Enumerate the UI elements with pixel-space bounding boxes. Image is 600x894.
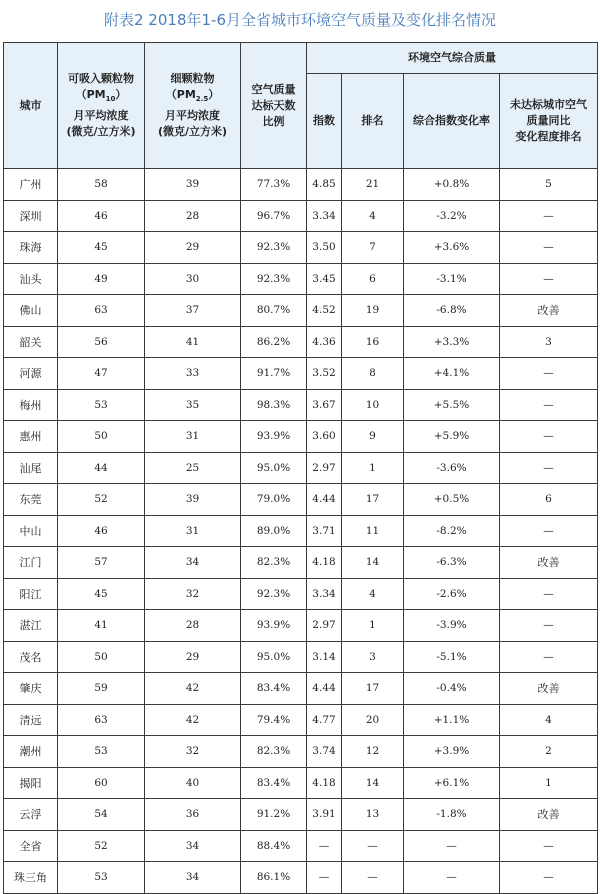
cell-pm25: 33 <box>145 358 241 390</box>
cell-index: 3.60 <box>307 421 342 453</box>
cell-unmet: 改善 <box>500 799 598 831</box>
cell-rate: 80.7% <box>241 295 307 327</box>
page-title: 附表2 2018年1-6月全省城市环境空气质量及变化排名情况 <box>104 11 496 29</box>
cell-rank: 20 <box>342 704 404 736</box>
cell-city: 全省 <box>4 830 58 862</box>
cell-change: -2.6% <box>404 578 500 610</box>
cell-rank: 3 <box>342 641 404 673</box>
cell-city: 云浮 <box>4 799 58 831</box>
table-row <box>4 704 598 736</box>
cell-city: 茂名 <box>4 641 58 673</box>
header-row <box>4 43 598 74</box>
table-body <box>4 169 598 894</box>
cell-pm25: 31 <box>145 421 241 453</box>
cell-rate: 92.3% <box>241 263 307 295</box>
cell-rank: 4 <box>342 200 404 232</box>
cell-unmet: 改善 <box>500 295 598 327</box>
table-row <box>4 547 598 579</box>
cell-index: 3.67 <box>307 389 342 421</box>
cell-rank: 17 <box>342 484 404 516</box>
cell-change: -3.9% <box>404 610 500 642</box>
cell-rate: 86.2% <box>241 326 307 358</box>
col-header-city: 城市 <box>4 43 58 169</box>
cell-pm10: 50 <box>58 421 145 453</box>
cell-pm10: 47 <box>58 358 145 390</box>
table-row <box>4 515 598 547</box>
cell-rank: 14 <box>342 547 404 579</box>
cell-rank: 10 <box>342 389 404 421</box>
cell-rank: 16 <box>342 326 404 358</box>
table-row <box>4 389 598 421</box>
table-row <box>4 736 598 768</box>
cell-pm25: 42 <box>145 704 241 736</box>
cell-rank: 13 <box>342 799 404 831</box>
cell-pm10: 63 <box>58 704 145 736</box>
cell-pm10: 58 <box>58 169 145 201</box>
cell-index: 3.34 <box>307 578 342 610</box>
table-row <box>4 484 598 516</box>
cell-rate: 89.0% <box>241 515 307 547</box>
cell-pm25: 32 <box>145 578 241 610</box>
cell-rank: 1 <box>342 452 404 484</box>
cell-rate: 88.4% <box>241 830 307 862</box>
cell-change: +4.1% <box>404 358 500 390</box>
cell-change: +0.5% <box>404 484 500 516</box>
cell-city: 阳江 <box>4 578 58 610</box>
cell-unmet: — <box>500 358 598 390</box>
cell-city: 东莞 <box>4 484 58 516</box>
cell-unmet: — <box>500 515 598 547</box>
cell-change: -6.8% <box>404 295 500 327</box>
cell-index: — <box>307 862 342 894</box>
col-header-change: 综合指数变化率 <box>404 74 500 169</box>
cell-unmet: 改善 <box>500 547 598 579</box>
cell-rank: 7 <box>342 232 404 264</box>
cell-pm10: 45 <box>58 232 145 264</box>
cell-pm25: 34 <box>145 547 241 579</box>
cell-index: 4.44 <box>307 484 342 516</box>
cell-pm25: 42 <box>145 673 241 705</box>
cell-pm10: 53 <box>58 389 145 421</box>
table-row <box>4 326 598 358</box>
cell-unmet: — <box>500 641 598 673</box>
cell-rank: 19 <box>342 295 404 327</box>
cell-city: 广州 <box>4 169 58 201</box>
cell-change: -3.6% <box>404 452 500 484</box>
cell-rate: 79.4% <box>241 704 307 736</box>
cell-change: -3.2% <box>404 200 500 232</box>
table-row <box>4 232 598 264</box>
cell-pm10: 45 <box>58 578 145 610</box>
cell-index: 3.91 <box>307 799 342 831</box>
cell-city: 江门 <box>4 547 58 579</box>
cell-unmet: 3 <box>500 326 598 358</box>
cell-city: 揭阳 <box>4 767 58 799</box>
col-header-unmet: 未达标城市空气 质量同比 变化程度排名 <box>500 74 598 169</box>
cell-change: -5.1% <box>404 641 500 673</box>
table-row <box>4 641 598 673</box>
cell-city: 清远 <box>4 704 58 736</box>
cell-pm10: 52 <box>58 830 145 862</box>
cell-unmet: — <box>500 830 598 862</box>
cell-index: 4.18 <box>307 767 342 799</box>
cell-rate: 79.0% <box>241 484 307 516</box>
cell-pm10: 56 <box>58 326 145 358</box>
cell-city: 惠州 <box>4 421 58 453</box>
cell-change: +0.8% <box>404 169 500 201</box>
cell-city: 佛山 <box>4 295 58 327</box>
table-row <box>4 200 598 232</box>
col-header-rank: 排名 <box>342 74 404 169</box>
cell-index: 3.52 <box>307 358 342 390</box>
table-row <box>4 263 598 295</box>
cell-change: — <box>404 862 500 894</box>
table-row <box>4 169 598 201</box>
cell-index: 4.77 <box>307 704 342 736</box>
cell-rate: 93.9% <box>241 610 307 642</box>
cell-unmet: — <box>500 421 598 453</box>
cell-rate: 95.0% <box>241 452 307 484</box>
cell-rank: 8 <box>342 358 404 390</box>
cell-city: 中山 <box>4 515 58 547</box>
cell-change: +1.1% <box>404 704 500 736</box>
cell-unmet: — <box>500 610 598 642</box>
cell-pm25: 34 <box>145 830 241 862</box>
cell-pm25: 29 <box>145 232 241 264</box>
cell-index: — <box>307 830 342 862</box>
cell-city: 深圳 <box>4 200 58 232</box>
cell-rate: 95.0% <box>241 641 307 673</box>
cell-unmet: — <box>500 389 598 421</box>
table-row <box>4 862 598 894</box>
cell-pm25: 35 <box>145 389 241 421</box>
cell-rank: 4 <box>342 578 404 610</box>
cell-city: 潮州 <box>4 736 58 768</box>
cell-pm25: 28 <box>145 610 241 642</box>
cell-city: 肇庆 <box>4 673 58 705</box>
cell-change: +3.3% <box>404 326 500 358</box>
cell-pm25: 31 <box>145 515 241 547</box>
table-row <box>4 767 598 799</box>
cell-rate: 98.3% <box>241 389 307 421</box>
cell-pm25: 29 <box>145 641 241 673</box>
table-row <box>4 358 598 390</box>
cell-rank: 11 <box>342 515 404 547</box>
cell-unmet: 1 <box>500 767 598 799</box>
table-row <box>4 673 598 705</box>
cell-unmet: — <box>500 200 598 232</box>
table-row <box>4 830 598 862</box>
cell-rate: 92.3% <box>241 232 307 264</box>
cell-pm10: 50 <box>58 641 145 673</box>
cell-rate: 82.3% <box>241 547 307 579</box>
cell-change: — <box>404 830 500 862</box>
cell-rate: 82.3% <box>241 736 307 768</box>
cell-rank: 17 <box>342 673 404 705</box>
cell-pm25: 37 <box>145 295 241 327</box>
cell-pm25: 39 <box>145 484 241 516</box>
col-header-index: 指数 <box>307 74 342 169</box>
cell-rate: 92.3% <box>241 578 307 610</box>
cell-index: 2.97 <box>307 452 342 484</box>
cell-rate: 86.1% <box>241 862 307 894</box>
cell-rate: 91.7% <box>241 358 307 390</box>
cell-rank: 12 <box>342 736 404 768</box>
cell-change: -1.8% <box>404 799 500 831</box>
cell-pm10: 60 <box>58 767 145 799</box>
cell-pm10: 46 <box>58 515 145 547</box>
col-header-pm25: 细颗粒物 $(PM_{2.5})$ 月平均浓度 (微克/立方米) <box>145 43 241 169</box>
cell-rank: 6 <box>342 263 404 295</box>
table-row <box>4 799 598 831</box>
cell-pm25: 28 <box>145 200 241 232</box>
cell-unmet: 4 <box>500 704 598 736</box>
cell-change: +3.6% <box>404 232 500 264</box>
cell-pm25: 36 <box>145 799 241 831</box>
cell-index: 4.18 <box>307 547 342 579</box>
cell-rank: 14 <box>342 767 404 799</box>
cell-change: -3.1% <box>404 263 500 295</box>
cell-rate: 83.4% <box>241 767 307 799</box>
cell-city: 汕头 <box>4 263 58 295</box>
cell-index: 4.36 <box>307 326 342 358</box>
cell-city: 河源 <box>4 358 58 390</box>
cell-pm25: 41 <box>145 326 241 358</box>
table-row <box>4 578 598 610</box>
cell-pm10: 52 <box>58 484 145 516</box>
table-row <box>4 452 598 484</box>
cell-city: 湛江 <box>4 610 58 642</box>
cell-rate: 91.2% <box>241 799 307 831</box>
cell-unmet: — <box>500 862 598 894</box>
cell-rate: 93.9% <box>241 421 307 453</box>
cell-pm10: 46 <box>58 200 145 232</box>
cell-unmet: — <box>500 263 598 295</box>
cell-pm10: 54 <box>58 799 145 831</box>
cell-unmet: 2 <box>500 736 598 768</box>
cell-rank: 1 <box>342 610 404 642</box>
cell-pm25: 32 <box>145 736 241 768</box>
cell-change: -0.4% <box>404 673 500 705</box>
col-header-group: 环境空气综合质量 <box>307 43 598 74</box>
cell-change: +6.1% <box>404 767 500 799</box>
cell-pm10: 53 <box>58 736 145 768</box>
cell-city: 韶关 <box>4 326 58 358</box>
cell-index: 2.97 <box>307 610 342 642</box>
cell-city: 梅州 <box>4 389 58 421</box>
cell-pm10: 53 <box>58 862 145 894</box>
cell-change: -6.3% <box>404 547 500 579</box>
table-row <box>4 295 598 327</box>
cell-rank: 9 <box>342 421 404 453</box>
cell-pm10: 59 <box>58 673 145 705</box>
cell-index: 3.45 <box>307 263 342 295</box>
cell-index: 3.50 <box>307 232 342 264</box>
cell-rate: 96.7% <box>241 200 307 232</box>
cell-pm25: 25 <box>145 452 241 484</box>
cell-unmet: — <box>500 452 598 484</box>
cell-rank: 21 <box>342 169 404 201</box>
cell-index: 3.34 <box>307 200 342 232</box>
cell-index: 4.85 <box>307 169 342 201</box>
cell-pm25: 30 <box>145 263 241 295</box>
cell-unmet: — <box>500 232 598 264</box>
cell-rank: — <box>342 830 404 862</box>
cell-rate: 83.4% <box>241 673 307 705</box>
table-row <box>4 610 598 642</box>
cell-index: 3.74 <box>307 736 342 768</box>
cell-city: 珠三角 <box>4 862 58 894</box>
cell-unmet: 6 <box>500 484 598 516</box>
cell-change: -8.2% <box>404 515 500 547</box>
air-quality-table <box>3 42 598 894</box>
cell-pm10: 44 <box>58 452 145 484</box>
cell-unmet: 5 <box>500 169 598 201</box>
cell-city: 珠海 <box>4 232 58 264</box>
cell-index: 4.44 <box>307 673 342 705</box>
cell-pm25: 39 <box>145 169 241 201</box>
cell-unmet: 改善 <box>500 673 598 705</box>
cell-rate: 77.3% <box>241 169 307 201</box>
cell-pm10: 57 <box>58 547 145 579</box>
cell-pm10: 41 <box>58 610 145 642</box>
cell-change: +5.5% <box>404 389 500 421</box>
cell-city: 汕尾 <box>4 452 58 484</box>
cell-unmet: — <box>500 578 598 610</box>
col-header-rate: 空气质量 达标天数 比例 <box>241 43 307 169</box>
cell-index: 4.52 <box>307 295 342 327</box>
cell-pm25: 34 <box>145 862 241 894</box>
cell-rank: — <box>342 862 404 894</box>
cell-change: +3.9% <box>404 736 500 768</box>
cell-pm10: 49 <box>58 263 145 295</box>
col-header-pm10: 可吸入颗粒物 $(PM_{10})$ 月平均浓度 (微克/立方米) <box>58 43 145 169</box>
cell-pm10: 63 <box>58 295 145 327</box>
cell-change: +5.9% <box>404 421 500 453</box>
table-row <box>4 421 598 453</box>
cell-index: 3.71 <box>307 515 342 547</box>
cell-index: 3.14 <box>307 641 342 673</box>
cell-pm25: 40 <box>145 767 241 799</box>
